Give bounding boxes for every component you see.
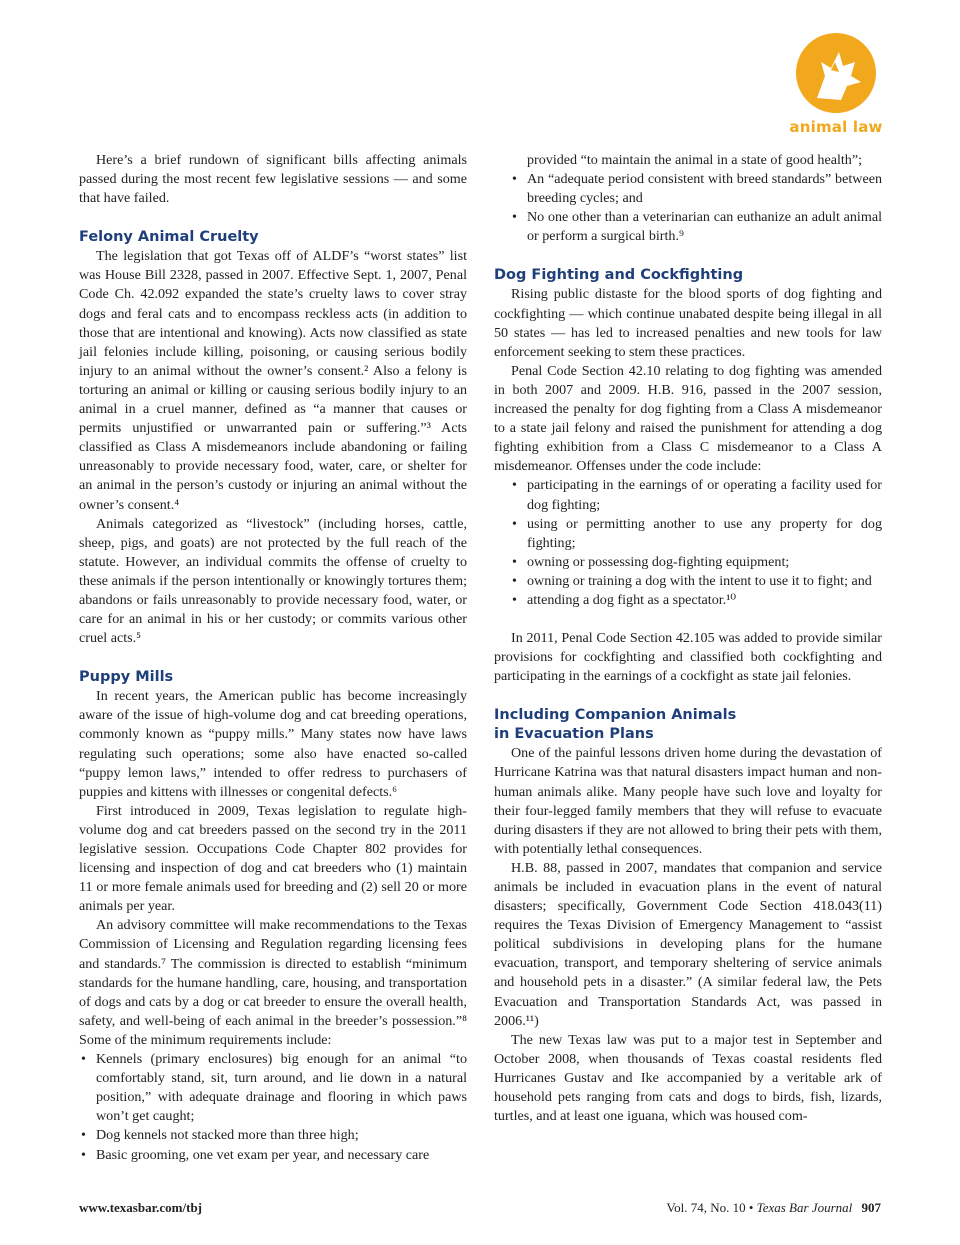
- puppy-mills-heading: Puppy Mills: [79, 669, 174, 686]
- footer-volume: Vol. 74, No. 10: [666, 1200, 746, 1215]
- dog-fighting-paragraph-1: Rising public distaste for the blood sports of dog fighting and cockfighting — which continue unabated despite being illegal in all 50 states — has led to increased penalties and new tools for law enforcement seeking to stem these practices.: [494, 286, 882, 360]
- companion-animals-heading-line-1: Including Companion Animals: [494, 707, 737, 724]
- footer-citation: [666, 1199, 881, 1217]
- puppy-paragraph-3: An advisory committee will make recommendations to the Texas Commission of Licensing and Regulation regarding licensing fees and standards.⁷ The commission is directed to establish “minimum standards for the humane handling, care, housing, and transportation of dogs and cats by a dog or cat breeder to ensure the overall health, safety, and well-being of each animal in the breeder’s possession.”⁸ Some of the minimum requirements include:: [79, 917, 467, 1048]
- companion-paragraph-2: H.B. 88, passed in 2007, mandates that companion and service animals be included in evacuation plans in the event of natural disasters; specifically, Government Code Section 418.043(11) requires the Texas Division of Emergency Management to “assist political subdivisions in developing plans for the humane evacuation, transport, and temporary sheltering of service animals and household pets in a disaster.” (A similar federal law, the Pets Evacuation and Transportation Standards Act, was passed in 2006.¹¹): [494, 859, 882, 1029]
- list-item: • owning or possessing dog-fighting equipment;: [510, 553, 882, 572]
- list-item: • attending a dog fight as a spectator.¹⁰: [510, 591, 882, 610]
- logo-text: animal law: [789, 118, 883, 136]
- companion-paragraph-1: One of the painful lessons driven home during the devastation of Hurricane Katrina was that natural disasters impact human and non-human animals alike. Many people have such love and loyalty for their four-legged family members that they will refuse to evacuate during disasters if they are not allowed to bring their pets with them, with potentially lethal consequences.: [494, 745, 882, 857]
- footer-url[interactable]: www.texasbar.com/tbj: [79, 1200, 203, 1215]
- animal-law-logo: [786, 32, 886, 144]
- page-number: 907: [861, 1200, 881, 1215]
- dog-fighting-paragraph-2: Penal Code Section 42.10 relating to dog fighting was amended in both 2007 and 2009. H.B. 916, passed in the 2007 session, increased the penalty for dog fighting from a Class A misdemeanor to a state jail felony and raised the punishment for attending a dog fighting exhibition from a Class C misdemeanor to a Class A misdemeanor. Offenses under the code include:: [494, 362, 882, 475]
- puppy-paragraph-1: In recent years, the American public has become increasingly aware of the issue of high-volume dog and cat breeding operations, commonly known as “puppy mills.” Many states now have laws regulating such operations; some also have enacted so-called “puppy lemon laws,” intended to offer redress to purchasers of puppies and kittens with illnesses or congenital defects.⁶: [79, 688, 467, 800]
- list-item: • No one other than a veterinarian can euthanize an adult animal or perform a surgical birth.⁹: [510, 208, 882, 246]
- felony-heading: Felony Animal Cruelty: [79, 229, 259, 246]
- footer-journal: Texas Bar Journal: [756, 1200, 853, 1215]
- right-column: [494, 151, 882, 1126]
- list-item: • Kennels (primary enclosures) big enough for an animal “to comfortably stand, sit, turn around, and lie down in a natural position,” with adequate drainage and flooring in which paws won’t get caught;: [79, 1050, 467, 1126]
- breeder-requirements-list: [494, 170, 882, 246]
- dog-fighting-heading: Dog Fighting and Cockfighting: [494, 267, 744, 284]
- list-item: • participating in the earnings of or operating a facility used for dog fighting;: [510, 476, 882, 514]
- puppy-requirements-list: [79, 1050, 467, 1165]
- puppy-paragraph-2: First introduced in 2009, Texas legislation to regulate high-volume dog and cat breeders passed on the second try in the 2011 legislative session. Occupations Code Chapter 802 provides for licensing and inspection of dog and cat breeders who (1) maintain 11 or more female animals used for breeding and (2) sell 20 or more animals per year.: [79, 802, 467, 915]
- footer-bullet: •: [748, 1200, 754, 1215]
- list-item: • Dog kennels not stacked more than three high;: [79, 1126, 467, 1145]
- cockfighting-paragraph: In 2011, Penal Code Section 42.105 was added to provide similar provisions for cockfighting and classified both cockfighting and participating in the earnings of a cockfight as state jail felonies.: [494, 630, 882, 685]
- intro-paragraph: Here’s a brief rundown of significant bills affecting animals passed during the most recent few legislative sessions — and some that have failed.: [79, 152, 467, 207]
- felony-paragraph-1: The legislation that got Texas off of ALDF’s “worst states” list was House Bill 2328, passed in 2007. Effective Sept. 1, 2007, Penal Code Ch. 42.092 expanded the state’s cruelty laws to cover stray dogs and feral cats and to encompass reckless acts (in addition to those that are intentional and knowing). Acts now classified as state jail felonies include killing, poisoning, or causing serious bodily injury to an animal without the owner’s consent.² Also a felony is torturing an animal or killing or causing serious bodily injury to an animal in a cruel manner, defined as “a manner that causes or permits unjustified or unwarranted pain or suffering.”³ Acts classified as Class A misdemeanors include abandoning or failing unreasonably to provide necessary food, water, care, or shelter for an animal in the person’s custody or injuring an animal without the owner’s consent.⁴: [79, 248, 467, 513]
- list-item: • Basic grooming, one vet exam per year, and necessary care: [79, 1146, 467, 1165]
- list-item: • An “adequate period consistent with breed standards” between breeding cycles; and: [510, 170, 882, 208]
- continued-bullet-text: provided “to maintain the animal in a state of good health”;: [527, 152, 863, 168]
- felony-paragraph-2: Animals categorized as “livestock” (including horses, cattle, sheep, pigs, and goats) are not protected by the full reach of the statute. However, an individual commits the offense of cruelty to these animals if the person intentionally or knowingly tortures them; abandons or fails unreasonably to provide necessary food, water, or care for an animal in his or her custody; or commits various other cruel acts.⁵: [79, 515, 467, 647]
- list-item: • owning or training a dog with the intent to use it to fight; and: [510, 572, 882, 591]
- companion-paragraph-3: The new Texas law was put to a major test in September and October 2008, when thousands of Texas coastal residents fled Hurricanes Gustav and Ike accompanied by a veritable ark of household pets ranging from cats and dogs to birds, fish, lizards, turtles, and at least one iguana, which was housed com-: [494, 1031, 882, 1125]
- left-column: [79, 151, 467, 1165]
- companion-animals-heading-line-2: in Evacuation Plans: [494, 726, 654, 743]
- dog-fighting-offenses-list: [494, 476, 882, 610]
- list-item: • using or permitting another to use any property for dog fighting;: [510, 515, 882, 553]
- animal-silhouette-icon: [795, 32, 877, 114]
